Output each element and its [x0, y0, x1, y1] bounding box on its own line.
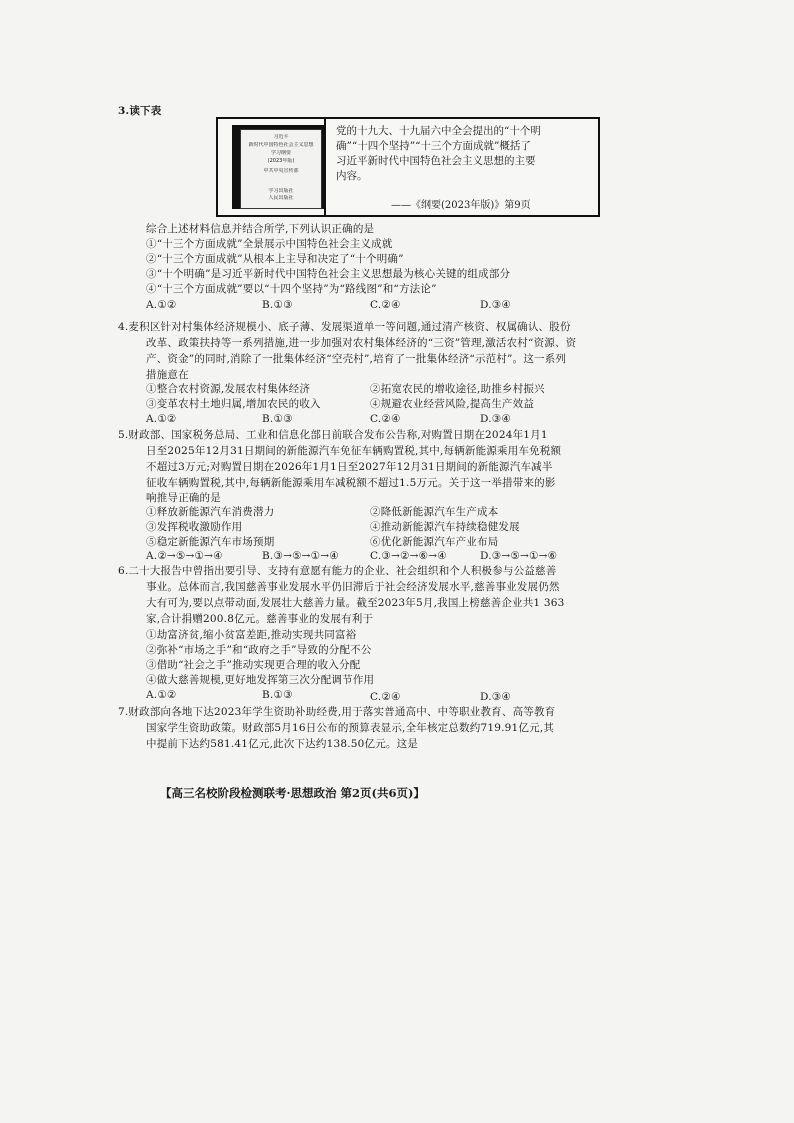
- q4-item: ②拓宽农民的增收途径,助推乡村振兴: [370, 383, 545, 395]
- q6-item: ②弥补“市场之手”和“政府之手”导致的分配不公: [146, 644, 372, 656]
- book-line: 学习纲要: [270, 150, 291, 156]
- q5-line: 征收车辆购置税,其中,每辆新能源乘用车减税额不超过1.5万元。关于这一举措带来的影: [146, 477, 556, 489]
- q7-line: 中提前下达约581.41亿元,此次下达约138.50亿元。这是: [146, 738, 419, 750]
- book-line: 人民出版社: [268, 195, 294, 201]
- q3-item: ③“十个明确”是习近平新时代中国特色社会主义思想最为核心关键的组成部分: [146, 268, 511, 280]
- q5-option-d[interactable]: D.③→⑤→①→⑥: [480, 550, 558, 562]
- quote-line: 确”“十四个坚持”“十三个方面成就”概括了: [336, 140, 531, 152]
- book-line: 习近平: [273, 134, 289, 140]
- q4-line: 措施意在: [146, 369, 189, 381]
- q4-option-c[interactable]: C.②④: [370, 413, 401, 425]
- book-line: (2023年版): [267, 158, 295, 164]
- page-footer: 【高三名校阶段检测联考·思想政治 第2页(共6页)】: [160, 786, 425, 800]
- q3-head: 3.读下表: [118, 105, 162, 117]
- quote-line: 内容。: [336, 170, 368, 182]
- q5-item: ③发挥税收激励作用: [146, 521, 243, 533]
- q3-item: ①“十三个方面成就”全景展示中国特色社会主义成就: [146, 238, 393, 250]
- q6-option-d[interactable]: D.③④: [480, 691, 512, 703]
- q4-item: ③变革农村土地归属,增加农民的收入: [146, 398, 321, 410]
- q4-option-a[interactable]: A.①②: [146, 413, 177, 425]
- q6-line: 事业。总体而言,我国慈善事业发展水平仍旧滞后于社会经济发展水平,慈善事业发展仍然: [146, 581, 560, 593]
- q5-option-c[interactable]: C.③→②→⑥→④: [370, 550, 447, 562]
- q5-line: 不超过3万元;对购置日期在2026年1月1日至2027年12月31日期间的新能源汽车减半: [146, 461, 553, 473]
- q4-option-d[interactable]: D.③④: [480, 413, 512, 425]
- q6-item: ③借助“社会之手”推动实现更合理的收入分配: [146, 659, 361, 671]
- q5-option-b[interactable]: B.③→⑤→①→④: [262, 550, 339, 562]
- q6-item: ①劫富济贫,缩小贫富差距,推动实现共同富裕: [146, 629, 357, 641]
- q3-material-box: [216, 117, 600, 217]
- q3-item: ②“十三个方面成就”从根本上主导和决定了“十个明确”: [146, 253, 404, 265]
- book-line: 中共中央宣传部: [263, 168, 299, 174]
- q3-source: ——《纲要(2023年版)》第9页: [391, 200, 531, 211]
- q3-option-b[interactable]: B.①③: [262, 299, 293, 311]
- q4-line: 产、资金”的同时,消除了一批集体经济“空壳村”,培育了一批集体经济“示范村”。这一系列: [146, 353, 567, 365]
- q4-line: 4.麦积区针对村集体经济规模小、底子薄、发展渠道单一等问题,通过清产核资、权属确认、股份: [118, 321, 571, 333]
- q6-line: 家,合计捐赠200.8亿元。慈善事业的发展有利于: [146, 613, 374, 625]
- q6-option-a[interactable]: A.①②: [146, 689, 177, 701]
- q3-stem: 综合上述材料信息并结合所学,下列认识正确的是: [146, 223, 375, 235]
- q5-item: ⑤稳定新能源汽车市场预期: [146, 536, 275, 548]
- book-line: 学习出版社: [268, 188, 294, 194]
- q6-option-c[interactable]: C.②④: [370, 691, 401, 703]
- q5-line: 5.财政部、国家税务总局、工业和信息化部日前联合发布公告称,对购置日期在2024年1月1: [118, 429, 548, 441]
- q5-option-a[interactable]: A.②→⑤→①→④: [146, 550, 223, 562]
- book-cover-image: [232, 125, 326, 209]
- quote-line: 习近平新时代中国特色社会主义思想的主要: [336, 155, 536, 167]
- q4-item: ④规避农业经营风险,提高生产效益: [370, 398, 535, 410]
- q6-option-b[interactable]: B.①③: [262, 689, 293, 701]
- q3-item: ④“十三个方面成就”要以“十四个坚持”为“路线图”和“方法论”: [146, 283, 437, 295]
- q3-option-d[interactable]: D.③④: [480, 299, 512, 311]
- book-cover-inner: [240, 129, 322, 209]
- q4-option-b[interactable]: B.①③: [262, 413, 293, 425]
- q7-line: 7.财政部向各地下达2023年学生资助补助经费,用于落实普通高中、中等职业教育、高等教育: [118, 706, 556, 718]
- book-line: 新时代中国特色社会主义思想: [248, 142, 314, 148]
- q5-item: ④推动新能源汽车持续稳健发展: [370, 521, 520, 533]
- q5-line: 响推导正确的是: [146, 492, 221, 504]
- q3-quote: [336, 124, 541, 184]
- q7-line: 国家学生资助政策。财政部5月16日公布的预算表显示,全年核定总数约719.91亿元,其: [146, 722, 555, 734]
- q3-option-a[interactable]: A.①②: [146, 299, 177, 311]
- q6-item: ④做大慈善规模,更好地发挥第三次分配调节作用: [146, 674, 375, 686]
- q4-line: 改革、政策扶持等一系列措施,进一步加强对农村集体经济的“三资”管理,激活农村“资源、资: [146, 337, 577, 349]
- q6-line: 6.二十大报告中曾指出要引导、支持有意愿有能力的企业、社会组织和个人积极参与公益慈善: [118, 565, 557, 577]
- q5-item: ⑥优化新能源汽车产业布局: [370, 536, 499, 548]
- q3-option-c[interactable]: C.②④: [370, 299, 401, 311]
- q5-item: ①释放新能源汽车消费潜力: [146, 506, 275, 518]
- box-divider: [324, 119, 326, 215]
- quote-line: 党的十九大、十九届六中全会提出的“十个明: [336, 125, 541, 137]
- q5-line: 日至2025年12月31日期间的新能源汽车免征车辆购置税,其中,每辆新能源乘用车免税额: [146, 445, 562, 457]
- q5-item: ②降低新能源汽车生产成本: [370, 506, 499, 518]
- q4-item: ①整合农村资源,发展农村集体经济: [146, 383, 311, 395]
- q6-line: 大有可为,要以点带动面,发展壮大慈善力量。截至2023年5月,我国上榜慈善企业共1 363: [146, 597, 565, 609]
